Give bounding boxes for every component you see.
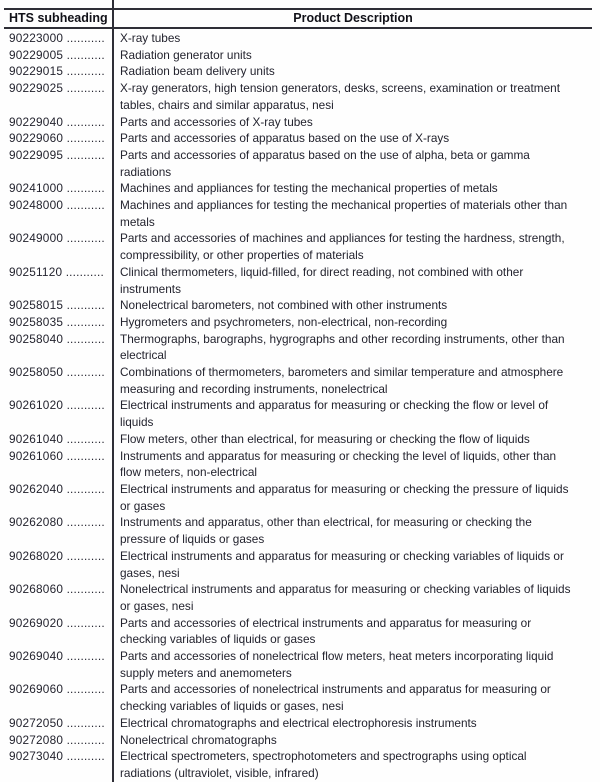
product-description-cell: Nonelectrical barometers, not combined with other instruments (120, 298, 448, 313)
header-hts-subheading: HTS subheading (9, 11, 108, 25)
table-row (0, 397, 600, 430)
hts-code-cell: 90261040 ........... (9, 431, 105, 446)
hts-code-cell: 90223000 ........... (9, 31, 105, 45)
table-row (0, 314, 600, 331)
table-row (0, 147, 600, 180)
table-row (0, 197, 600, 230)
product-description-cell: Parts and accessories of apparatus based on the use of X-rays (120, 131, 450, 146)
table-row (0, 681, 600, 714)
product-description-cell: Thermographs, barographs, hygrographs and other recording instruments, other than electrical (120, 331, 565, 363)
table-row (0, 30, 600, 47)
table-header-row (0, 10, 600, 27)
hts-code-cell: 90262080 ........... (9, 515, 105, 530)
table-row (0, 364, 600, 397)
table-row (0, 732, 600, 749)
product-description-cell: Nonelectrical instruments and apparatus for measuring or checking variables of liquids or gases, nesi (120, 582, 571, 613)
product-description-cell: Machines and appliances for testing the mechanical properties of materials other than metals (120, 198, 568, 229)
table-row (0, 80, 600, 113)
product-description-cell: Radiation beam delivery units (120, 64, 275, 79)
table-row (0, 180, 600, 197)
product-description-cell: Electrical instruments and apparatus for measuring or checking the pressure of liquids or gases (120, 481, 569, 513)
hts-code-cell: 90272080 ........... (9, 732, 105, 747)
product-description-cell: Radiation generator units (120, 47, 252, 62)
hts-code-cell: 90229040 ........... (9, 114, 105, 129)
product-description-cell: Parts and accessories of nonelectrical flow meters, heat meters incorporating liquid supply meters and anemometers (120, 649, 554, 680)
hts-code-cell: 90269060 ........... (9, 682, 105, 697)
table-row (0, 715, 600, 732)
hts-code-cell: 90229005 ........... (9, 47, 105, 62)
hts-code-cell: 90258040 ........... (9, 331, 105, 346)
table-row (0, 481, 600, 514)
table-row (0, 448, 600, 481)
product-description-cell: Parts and accessories of nonelectrical instruments and apparatus for measuring or checking variables of liquids or gases, nesi (120, 682, 551, 714)
table-row (0, 331, 600, 364)
hts-code-cell: 90269020 ........... (9, 615, 105, 630)
table-row (0, 297, 600, 314)
hts-code-cell: 90229060 ........... (9, 131, 105, 146)
table-row (0, 648, 600, 681)
product-description-cell: Electrical instruments and apparatus for measuring or checking the flow or level of liquids (120, 398, 549, 430)
hts-code-cell: 90258035 ........... (9, 314, 105, 329)
product-description-cell: Clinical thermometers, liquid-filled, for direct reading, not combined with other instruments (120, 264, 524, 296)
table-row (0, 514, 600, 547)
hts-code-cell: 90258015 ........... (9, 298, 105, 313)
hts-code-cell: 90261020 ........... (9, 398, 105, 413)
table-row (0, 63, 600, 80)
hts-code-cell: 90251120 ........... (9, 264, 104, 279)
product-description-cell: Electrical spectrometers, spectrophotometers and spectrographs using optical radiations (ultraviolet, visible, infrared) (120, 749, 527, 780)
product-description-cell: Parts and accessories of machines and appliances for testing the hardness, strength, compressibility, or other properties of materials (120, 231, 565, 263)
product-description-cell: Electrical instruments and apparatus for measuring or checking variables of liquids or gases, nesi (120, 548, 564, 580)
product-description-cell: Parts and accessories of electrical instruments and apparatus for measuring or checking variables of liquids or gases (120, 615, 532, 647)
table-row (0, 230, 600, 263)
table-row (0, 114, 600, 131)
header-underline (4, 27, 592, 29)
hts-code-cell: 90268020 ........... (9, 548, 105, 563)
product-description-cell: Instruments and apparatus for measuring or checking the level of liquids, other than flow meters, non-electrical (120, 448, 557, 480)
table-row (0, 548, 600, 581)
hts-code-cell: 90272050 ........... (9, 715, 105, 730)
product-description-cell: Nonelectrical chromatographs (120, 732, 277, 747)
product-description-cell: Parts and accessories of apparatus based on the use of alpha, beta or gamma radiations (120, 147, 530, 179)
table-row (0, 615, 600, 648)
table-row (0, 130, 600, 147)
table-row (0, 47, 600, 64)
table-row (0, 264, 600, 297)
hts-code-cell: 90268060 ........... (9, 582, 105, 597)
product-description-cell: X-ray tubes (120, 31, 181, 45)
hts-code-cell: 90229095 ........... (9, 147, 105, 162)
hts-code-cell: 90262040 ........... (9, 481, 105, 496)
hts-code-cell: 90258050 ........... (9, 365, 105, 380)
table-body (0, 30, 600, 782)
hts-code-cell: 90241000 ........... (9, 181, 105, 196)
table-row (0, 748, 600, 781)
product-description-cell: Flow meters, other than electrical, for measuring or checking the flow of liquids (120, 431, 530, 446)
product-description-cell: Instruments and apparatus, other than electrical, for measuring or checking the pressure of liquids or gases (120, 515, 532, 547)
table-row (0, 431, 600, 448)
product-description-cell: Parts and accessories of X-ray tubes (120, 114, 313, 129)
hts-code-cell: 90273040 ........... (9, 749, 105, 764)
product-description-cell: Machines and appliances for testing the mechanical properties of metals (120, 181, 498, 196)
hts-code-cell: 90261060 ........... (9, 448, 105, 463)
hts-code-cell: 90269040 ........... (9, 649, 105, 664)
product-description-cell: Electrical chromatographs and electrical electrophoresis instruments (120, 715, 477, 730)
hts-code-cell: 90229015 ........... (9, 64, 105, 79)
hts-code-cell: 90248000 ........... (9, 198, 105, 213)
product-description-cell: Hygrometers and psychrometers, non-electrical, non-recording (120, 314, 448, 329)
product-description-cell: Combinations of thermometers, barometers and similar temperature and atmosphere measuring and recording instruments, nonelectrical (120, 365, 564, 396)
header-product-description: Product Description (293, 11, 413, 25)
hts-code-cell: 90229025 ........... (9, 81, 105, 96)
table-row (0, 581, 600, 614)
product-description-cell: X-ray generators, high tension generators, desks, screens, examination or treatment tables, chairs and similar apparatus, nesi (120, 81, 560, 112)
hts-code-cell: 90249000 ........... (9, 231, 105, 246)
